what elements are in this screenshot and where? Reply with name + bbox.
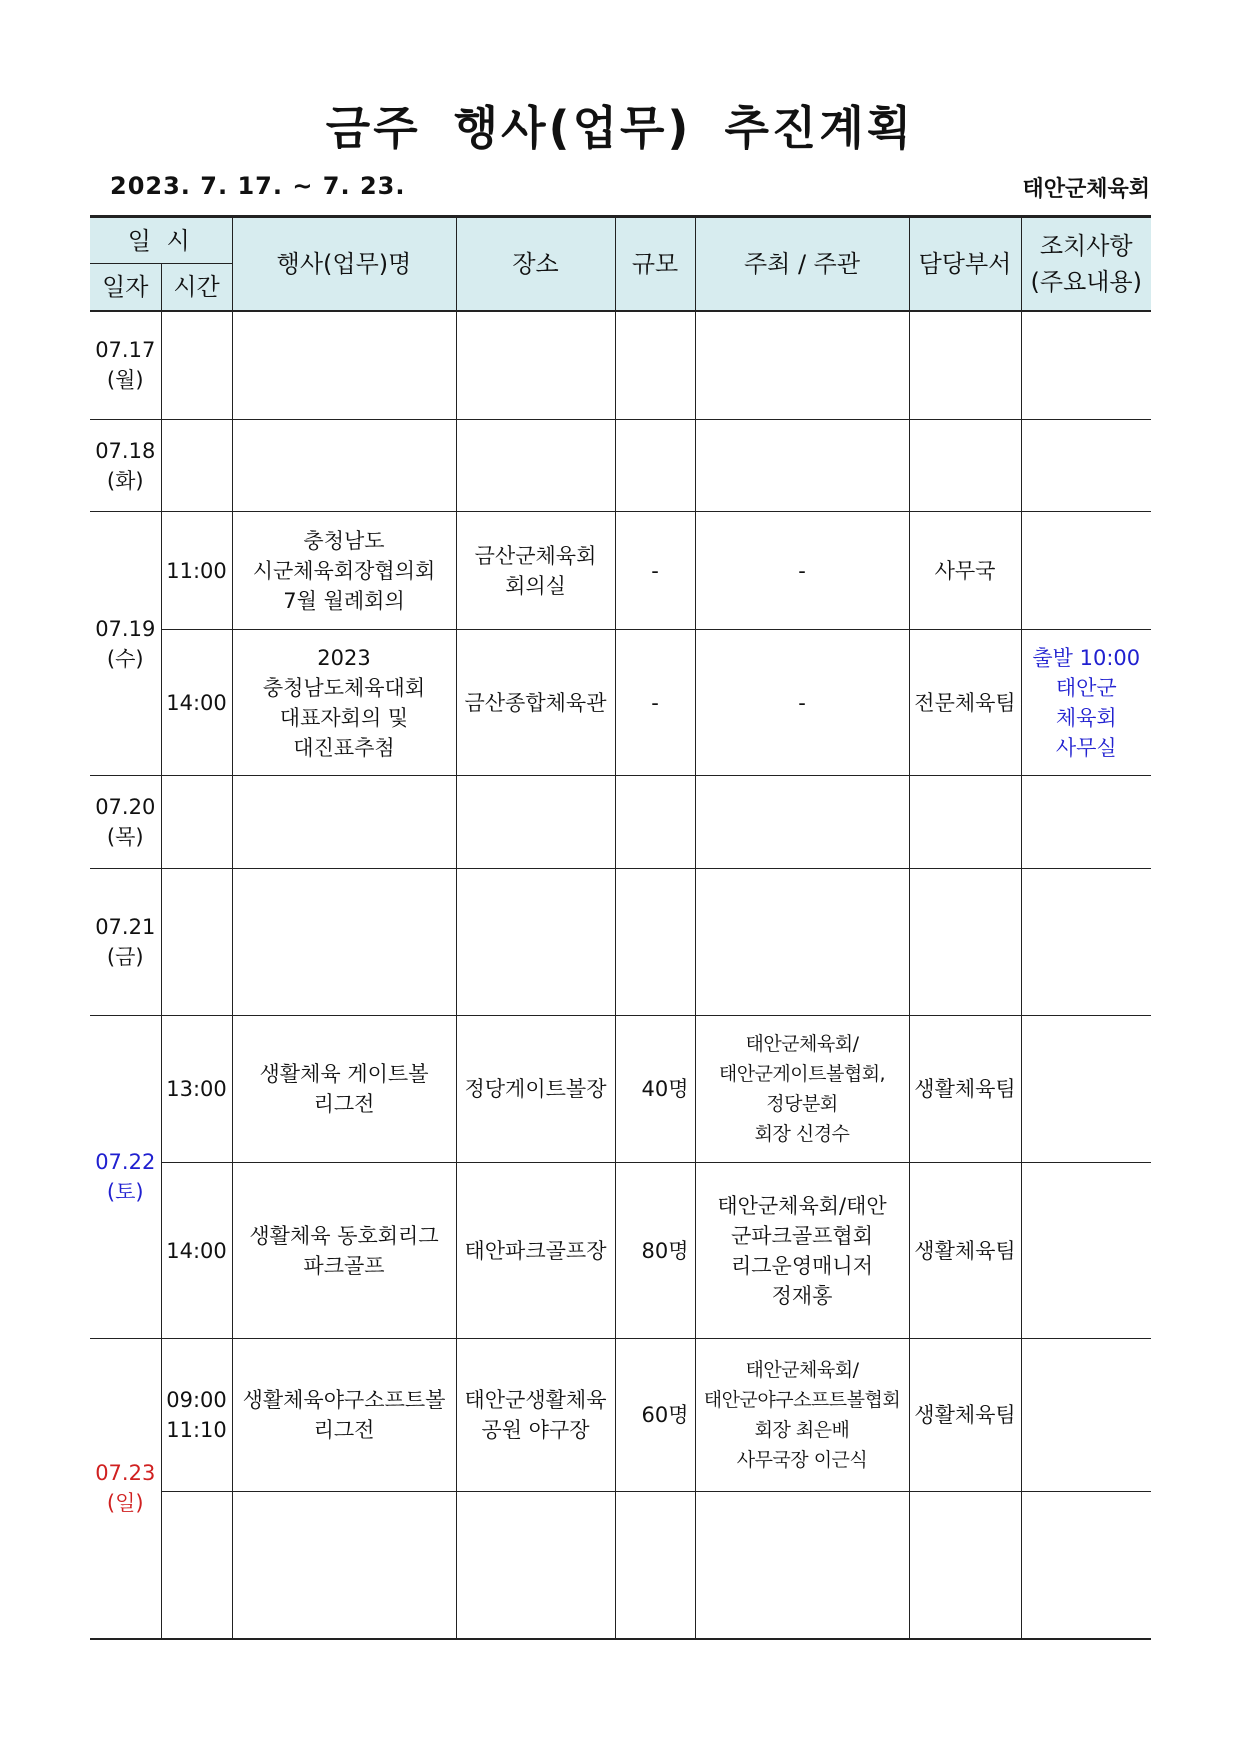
event-action [1021, 1339, 1151, 1492]
event-organizer: - [695, 512, 909, 630]
event-organizer: 태안군체육회/ 태안군야구소프트볼협회 회장 최은배 사무국장 이근식 [695, 1339, 909, 1492]
event-name: 2023 충청남도체육대회 대표자회의 및 대진표추첨 [232, 630, 456, 776]
day-date-cell-sunday: 07.23 (일) [90, 1339, 161, 1639]
event-name: 생활체육 게이트볼 리그전 [232, 1016, 456, 1163]
day-date-cell: 07.18 (화) [90, 420, 161, 512]
page-title: 금주 행사(업무) 추진계획 [325, 101, 915, 155]
event-name: 충청남도 시군체육회장협의회 7월 월례회의 [232, 512, 456, 630]
event-time: 09:00 11:10 [161, 1339, 232, 1492]
event-scale: 80명 [615, 1163, 695, 1339]
header-action: 조치사항 (주요내용) [1021, 217, 1151, 311]
event-dept: 생활체육팀 [909, 1163, 1021, 1339]
event-dept: 전문체육팀 [909, 630, 1021, 776]
event-place: 태안군생활체육 공원 야구장 [456, 1339, 615, 1492]
event-time: 11:00 [161, 512, 232, 630]
event-name: 생활체육 동호회리그 파크골프 [232, 1163, 456, 1339]
event-name: 생활체육야구소프트볼 리그전 [232, 1339, 456, 1492]
header-datetime: 일 시 [90, 217, 232, 264]
event-scale: - [615, 512, 695, 630]
event-place: 금산종합체육관 [456, 630, 615, 776]
table-row [90, 869, 1151, 1016]
table-row [90, 1339, 1151, 1492]
table-row [90, 1016, 1151, 1163]
day-date-cell: 07.17 (월) [90, 311, 161, 420]
event-organizer: - [695, 630, 909, 776]
event-action-note: 출발 10:00 태안군 체육회 사무실 [1021, 630, 1151, 776]
table-row [90, 1163, 1151, 1339]
table-row [90, 512, 1151, 630]
table-row [90, 1492, 1151, 1639]
header-place: 장소 [456, 217, 615, 311]
event-action [1021, 512, 1151, 630]
event-organizer: 태안군체육회/ 태안군게이트볼협회, 정당분회 회장 신경수 [695, 1016, 909, 1163]
event-time: 14:00 [161, 1163, 232, 1339]
event-time: 14:00 [161, 630, 232, 776]
header-time: 시간 [161, 264, 232, 311]
schedule-table [90, 215, 1151, 1640]
header-date: 일자 [90, 264, 161, 311]
date-range: 2023. 7. 17. ~ 7. 23. [110, 172, 406, 200]
table-row [90, 311, 1151, 420]
header-dept: 담당부서 [909, 217, 1021, 311]
day-date-cell: 07.20 (목) [90, 776, 161, 869]
event-time: 13:00 [161, 1016, 232, 1163]
day-date-cell: 07.19 (수) [90, 512, 161, 776]
event-place: 금산군체육회 회의실 [456, 512, 615, 630]
table-row [90, 420, 1151, 512]
header-organizer: 주최 / 주관 [695, 217, 909, 311]
day-date-cell: 07.21 (금) [90, 869, 161, 1016]
event-dept: 생활체육팀 [909, 1016, 1021, 1163]
day-date-cell-saturday: 07.22 (토) [90, 1016, 161, 1339]
event-place: 정당게이트볼장 [456, 1016, 615, 1163]
event-place: 태안파크골프장 [456, 1163, 615, 1339]
event-action [1021, 1016, 1151, 1163]
event-organizer: 태안군체육회/태안 군파크골프협회 리그운영매니저 정재홍 [695, 1163, 909, 1339]
table-row [90, 630, 1151, 776]
organization-name: 태안군체육회 [1022, 177, 1150, 202]
header-scale: 규모 [615, 217, 695, 311]
event-scale: 60명 [615, 1339, 695, 1492]
event-scale: 40명 [615, 1016, 695, 1163]
event-dept: 사무국 [909, 512, 1021, 630]
table-row [90, 776, 1151, 869]
event-scale: - [615, 630, 695, 776]
event-action [1021, 1163, 1151, 1339]
header-event: 행사(업무)명 [232, 217, 456, 311]
event-dept: 생활체육팀 [909, 1339, 1021, 1492]
